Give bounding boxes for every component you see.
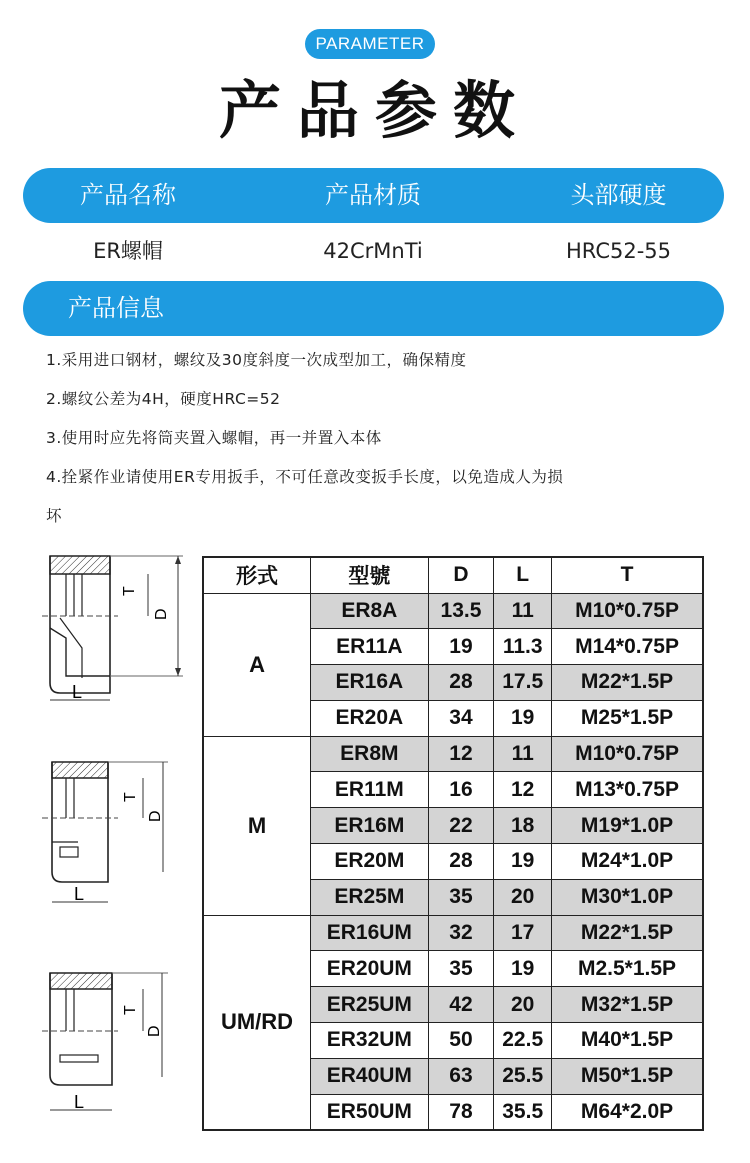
type-group-cell: UM/RD — [203, 915, 311, 1130]
parameter-table — [202, 556, 704, 1131]
table-row — [203, 915, 703, 951]
d-cell: 28 — [428, 844, 494, 880]
t-cell: M25*1.5P — [552, 700, 703, 736]
summary-values-row — [23, 228, 724, 274]
t-cell: M24*1.0P — [552, 844, 703, 880]
d-cell: 35 — [428, 879, 494, 915]
model-cell: ER25UM — [311, 987, 429, 1023]
info-item-continuation: 坏 — [46, 507, 63, 525]
drawing-type-m — [38, 752, 198, 917]
drawing-um-t-label: T — [122, 1005, 139, 1015]
info-item: 1.采用进口钢材，螺纹及30度斜度一次成型加工，确保精度 — [46, 351, 467, 369]
l-cell: 18 — [494, 808, 552, 844]
t-cell: M40*1.5P — [552, 1023, 703, 1059]
t-cell: M10*0.75P — [552, 736, 703, 772]
col-header-t: T — [552, 557, 703, 593]
model-cell: ER32UM — [311, 1023, 429, 1059]
drawing-a-t-label: T — [121, 586, 138, 596]
t-cell: M30*1.0P — [552, 879, 703, 915]
drawing-type-um — [38, 965, 198, 1120]
t-cell: M13*0.75P — [552, 772, 703, 808]
drawing-type-a — [38, 548, 198, 718]
d-cell: 42 — [428, 987, 494, 1023]
info-item: 3.使用时应先将筒夹置入螺帽，再一并置入本体 — [46, 429, 382, 447]
table-body — [203, 593, 703, 1130]
model-cell: ER8M — [311, 736, 429, 772]
d-cell: 50 — [428, 1023, 494, 1059]
col-header-type: 形式 — [203, 557, 311, 593]
d-cell: 28 — [428, 665, 494, 701]
summary-header-bar — [23, 168, 724, 223]
header-product-material: 产品材质 — [325, 181, 421, 209]
t-cell: M22*1.5P — [552, 915, 703, 951]
d-cell: 19 — [428, 629, 494, 665]
t-cell: M50*1.5P — [552, 1058, 703, 1094]
l-cell: 19 — [494, 700, 552, 736]
table-row — [203, 736, 703, 772]
t-cell: M22*1.5P — [552, 665, 703, 701]
value-head-hardness: HRC52-55 — [565, 239, 672, 263]
col-header-l: L — [494, 557, 552, 593]
info-item: 2.螺纹公差为4H，硬度HRC=52 — [46, 390, 281, 408]
value-product-material: 42CrMnTi — [323, 239, 423, 263]
d-cell: 13.5 — [428, 593, 494, 629]
drawing-m-d-label: D — [147, 810, 164, 822]
drawing-m-l-label: L — [74, 884, 85, 904]
table-row — [203, 593, 703, 629]
model-cell: ER16UM — [311, 915, 429, 951]
d-cell: 12 — [428, 736, 494, 772]
l-cell: 11.3 — [494, 629, 552, 665]
l-cell: 35.5 — [494, 1094, 552, 1130]
d-cell: 16 — [428, 772, 494, 808]
d-cell: 63 — [428, 1058, 494, 1094]
l-cell: 20 — [494, 987, 552, 1023]
model-cell: ER20A — [311, 700, 429, 736]
drawing-a-l-label: L — [72, 682, 83, 702]
model-cell: ER40UM — [311, 1058, 429, 1094]
d-cell: 34 — [428, 700, 494, 736]
t-cell: M19*1.0P — [552, 808, 703, 844]
l-cell: 19 — [494, 951, 552, 987]
col-header-d: D — [428, 557, 494, 593]
drawing-um-l-label: L — [74, 1092, 85, 1112]
model-cell: ER16A — [311, 665, 429, 701]
model-cell: ER20UM — [311, 951, 429, 987]
t-cell: M32*1.5P — [552, 987, 703, 1023]
type-group-cell: A — [203, 593, 311, 736]
t-cell: M2.5*1.5P — [552, 951, 703, 987]
d-cell: 35 — [428, 951, 494, 987]
type-group-cell: M — [203, 736, 311, 915]
l-cell: 12 — [494, 772, 552, 808]
model-cell: ER20M — [311, 844, 429, 880]
header-head-hardness: 头部硬度 — [570, 181, 667, 209]
t-cell: M10*0.75P — [552, 593, 703, 629]
drawing-m-t-label: T — [122, 792, 139, 802]
l-cell: 20 — [494, 879, 552, 915]
info-section-bar — [23, 281, 724, 336]
model-cell: ER11A — [311, 629, 429, 665]
info-section-title: 产品信息 — [68, 294, 164, 322]
value-product-name: ER螺帽 — [93, 239, 163, 263]
model-cell: ER16M — [311, 808, 429, 844]
l-cell: 19 — [494, 844, 552, 880]
d-cell: 32 — [428, 915, 494, 951]
info-item: 4.拴紧作业请使用ER专用扳手，不可任意改变扳手长度，以免造成人为损 — [46, 468, 564, 486]
d-cell: 78 — [428, 1094, 494, 1130]
info-list — [46, 350, 716, 553]
model-cell: ER50UM — [311, 1094, 429, 1130]
l-cell: 11 — [494, 736, 552, 772]
col-header-model: 型號 — [311, 557, 429, 593]
d-cell: 22 — [428, 808, 494, 844]
model-cell: ER8A — [311, 593, 429, 629]
parameter-badge: PARAMETER — [305, 29, 435, 59]
l-cell: 22.5 — [494, 1023, 552, 1059]
model-cell: ER25M — [311, 879, 429, 915]
page-title: 产品参数 — [218, 74, 531, 147]
model-cell: ER11M — [311, 772, 429, 808]
l-cell: 17 — [494, 915, 552, 951]
drawing-a-d-label: D — [153, 608, 170, 620]
t-cell: M14*0.75P — [552, 629, 703, 665]
l-cell: 17.5 — [494, 665, 552, 701]
header-product-name: 产品名称 — [80, 181, 176, 209]
l-cell: 11 — [494, 593, 552, 629]
drawing-um-d-label: D — [146, 1025, 163, 1037]
t-cell: M64*2.0P — [552, 1094, 703, 1130]
l-cell: 25.5 — [494, 1058, 552, 1094]
